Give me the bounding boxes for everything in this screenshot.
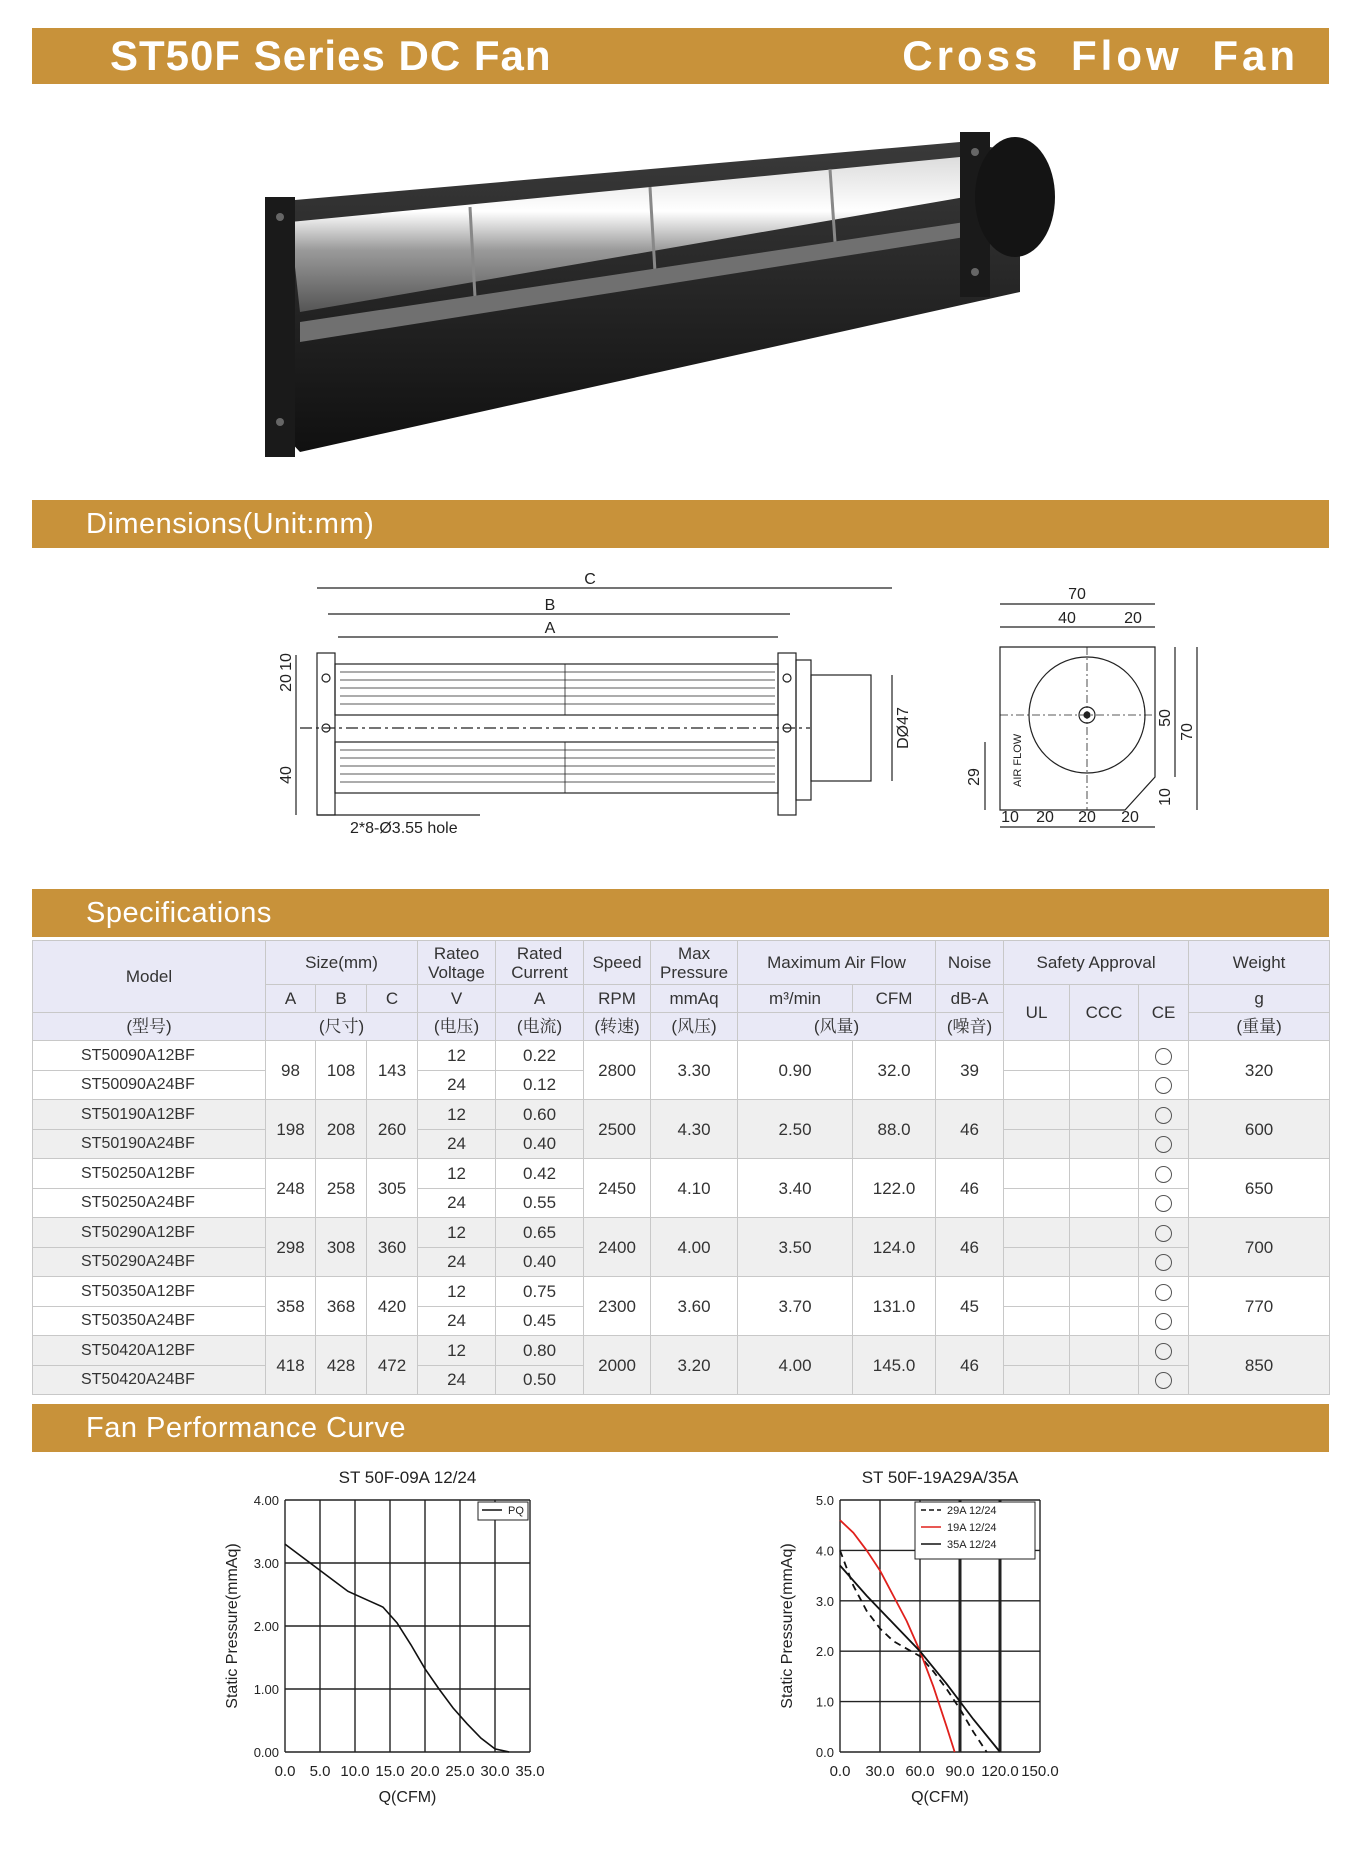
x-tick-label: 120.0	[981, 1763, 1019, 1780]
ccc-cell	[1070, 1277, 1139, 1307]
current-cell: 0.65	[496, 1218, 584, 1248]
size-a-cell: 358	[266, 1277, 316, 1336]
noise-cell: 46	[936, 1336, 1004, 1395]
spec-table	[32, 940, 1330, 1395]
voltage-cell: 24	[418, 1070, 496, 1100]
airflow-cfm-cell: 124.0	[853, 1218, 936, 1277]
voltage-cell: 12	[418, 1218, 496, 1248]
y-tick-label: 2.00	[253, 1619, 279, 1634]
size-b-cell: 208	[316, 1100, 367, 1159]
voltage-cell: 24	[418, 1365, 496, 1395]
right-end-plate	[778, 653, 796, 815]
ce-cell	[1139, 1100, 1189, 1130]
size-c-cell: 143	[367, 1041, 418, 1100]
fan-product-photo	[260, 122, 1070, 462]
voltage-cell: 24	[418, 1129, 496, 1159]
ce-circle-icon	[1155, 1284, 1172, 1301]
x-tick-label: 20.0	[410, 1763, 440, 1780]
hole-note: 2*8-Ø3.55 hole	[350, 820, 458, 837]
legend-label: 19A 12/24	[947, 1522, 997, 1534]
cn-speed: (转速)	[584, 1013, 651, 1041]
current-cell: 0.12	[496, 1070, 584, 1100]
height-50-label: 50	[1157, 709, 1174, 727]
ul-cell	[1004, 1188, 1070, 1218]
end-view-drawing	[965, 582, 1215, 840]
pressure-cell: 3.60	[651, 1277, 738, 1336]
series-title: ST50F Series DC Fan	[110, 32, 552, 79]
ce-cell	[1139, 1336, 1189, 1366]
current-cell: 0.60	[496, 1100, 584, 1130]
ce-circle-icon	[1155, 1254, 1172, 1271]
x-tick-label: 90.0	[945, 1763, 975, 1780]
x-axis-label: Q(CFM)	[911, 1789, 969, 1806]
ce-cell	[1139, 1306, 1189, 1336]
airflow-cfm-cell: 122.0	[853, 1159, 936, 1218]
x-tick-label: 150.0	[1021, 1763, 1059, 1780]
airflow-cfm-cell: 131.0	[853, 1277, 936, 1336]
unit-b: B	[316, 985, 367, 1013]
performance-title: Fan Performance Curve	[86, 1412, 406, 1444]
specifications-title: Specifications	[86, 897, 272, 929]
ccc-cell	[1070, 1100, 1139, 1130]
voltage-cell: 12	[418, 1277, 496, 1307]
y-tick-label: 5.0	[815, 1493, 834, 1508]
ccc-cell	[1070, 1041, 1139, 1071]
size-a-cell: 198	[266, 1100, 316, 1159]
ul-cell	[1004, 1277, 1070, 1307]
bottom-20-label-2: 20	[1078, 809, 1096, 826]
airflow-m3-cell: 4.00	[738, 1336, 853, 1395]
unit-ce: CE	[1139, 985, 1189, 1041]
ul-cell	[1004, 1218, 1070, 1248]
legend-label: 35A 12/24	[947, 1539, 997, 1551]
ce-cell	[1139, 1218, 1189, 1248]
x-tick-label: 15.0	[375, 1763, 405, 1780]
table-row	[33, 1336, 1330, 1366]
unit-g: g	[1189, 985, 1330, 1013]
col-model: Model	[33, 941, 266, 1013]
size-c-cell: 420	[367, 1277, 418, 1336]
ccc-cell	[1070, 1159, 1139, 1189]
motor-bracket	[796, 660, 811, 800]
bottom-10-label: 10	[1001, 809, 1019, 826]
cn-pressure: (风压)	[651, 1013, 738, 1041]
cn-noise: (噪音)	[936, 1013, 1004, 1041]
model-cell: ST50250A24BF	[33, 1188, 266, 1218]
voltage-cell: 24	[418, 1306, 496, 1336]
ul-cell	[1004, 1100, 1070, 1130]
noise-cell: 39	[936, 1041, 1004, 1100]
noise-cell: 45	[936, 1277, 1004, 1336]
pressure-cell: 3.20	[651, 1336, 738, 1395]
ce-circle-icon	[1155, 1048, 1172, 1065]
size-c-cell: 360	[367, 1218, 418, 1277]
ccc-cell	[1070, 1218, 1139, 1248]
spec-table-body	[33, 1041, 1330, 1395]
ul-cell	[1004, 1336, 1070, 1366]
width-70-label: 70	[1068, 586, 1086, 603]
label-b: B	[544, 597, 556, 614]
speed-cell: 2400	[584, 1218, 651, 1277]
ul-cell	[1004, 1070, 1070, 1100]
unit-v: V	[418, 985, 496, 1013]
speed-cell: 2500	[584, 1100, 651, 1159]
x-tick-label: 35.0	[515, 1763, 545, 1780]
ul-cell	[1004, 1159, 1070, 1189]
ce-cell	[1139, 1365, 1189, 1395]
current-cell: 0.50	[496, 1365, 584, 1395]
airflow-m3-cell: 2.50	[738, 1100, 853, 1159]
model-cell: ST50190A12BF	[33, 1100, 266, 1130]
current-cell: 0.75	[496, 1277, 584, 1307]
ul-cell	[1004, 1365, 1070, 1395]
voltage-cell: 12	[418, 1041, 496, 1071]
cn-voltage: (电压)	[418, 1013, 496, 1041]
size-b-cell: 258	[316, 1159, 367, 1218]
ccc-cell	[1070, 1365, 1139, 1395]
ce-cell	[1139, 1247, 1189, 1277]
size-a-cell: 298	[266, 1218, 316, 1277]
y-tick-label: 3.0	[815, 1593, 834, 1609]
pressure-cell: 4.00	[651, 1218, 738, 1277]
size-a-cell: 98	[266, 1041, 316, 1100]
weight-cell: 650	[1189, 1159, 1330, 1218]
table-row	[33, 1041, 1330, 1071]
side-view-drawing	[280, 565, 940, 840]
x-tick-label: 30.0	[865, 1763, 895, 1780]
cn-airflow: (风量)	[738, 1013, 936, 1041]
y-tick-label: 4.00	[253, 1493, 279, 1508]
airflow-m3-cell: 3.40	[738, 1159, 853, 1218]
col-speed: Speed	[584, 941, 651, 985]
height-70-label: 70	[1179, 723, 1196, 741]
model-cell: ST50090A12BF	[33, 1041, 266, 1071]
model-cell: ST50350A12BF	[33, 1277, 266, 1307]
col-safety: Safety Approval	[1004, 941, 1189, 985]
x-tick-label: 5.0	[309, 1763, 331, 1780]
model-cell: ST50250A12BF	[33, 1159, 266, 1189]
size-c-cell: 260	[367, 1100, 418, 1159]
series-line	[285, 1544, 509, 1752]
mount-hole	[322, 674, 330, 682]
legend-label: PQ	[508, 1505, 524, 1517]
current-cell: 0.55	[496, 1188, 584, 1218]
unit-c: C	[367, 985, 418, 1013]
y-tick-label: 0.00	[253, 1745, 279, 1760]
motor-body	[811, 675, 871, 781]
size-c-cell: 305	[367, 1159, 418, 1218]
col-pressure: Max Pressure	[651, 941, 738, 985]
specifications-header	[32, 889, 1329, 937]
mount-hole	[971, 268, 979, 276]
unit-db: dB-A	[936, 985, 1004, 1013]
pressure-cell: 3.30	[651, 1041, 738, 1100]
ul-cell	[1004, 1247, 1070, 1277]
size-b-cell: 428	[316, 1336, 367, 1395]
unit-a: A	[266, 985, 316, 1013]
x-tick-label: 60.0	[905, 1763, 935, 1780]
col-size: Size(mm)	[266, 941, 418, 985]
current-cell: 0.42	[496, 1159, 584, 1189]
col-weight: Weight	[1189, 941, 1330, 985]
height-29-label: 29	[966, 768, 983, 786]
table-row	[33, 1159, 1330, 1189]
chart-title: ST 50F-09A 12/24	[338, 1468, 477, 1487]
ce-circle-icon	[1155, 1313, 1172, 1330]
pressure-cell: 4.10	[651, 1159, 738, 1218]
diameter-label: DØ47	[895, 707, 912, 749]
weight-cell: 320	[1189, 1041, 1330, 1100]
dim-10-label: 10	[278, 653, 295, 671]
model-cell: ST50420A24BF	[33, 1365, 266, 1395]
noise-cell: 46	[936, 1218, 1004, 1277]
legend-label: 29A 12/24	[947, 1505, 997, 1517]
chart-title: ST 50F-19A29A/35A	[861, 1468, 1019, 1487]
dimensions-header	[32, 500, 1329, 548]
table-row	[33, 1218, 1330, 1248]
current-cell: 0.80	[496, 1336, 584, 1366]
x-tick-label: 25.0	[445, 1763, 475, 1780]
y-axis-label: Static Pressure(mmAq)	[779, 1543, 796, 1709]
ccc-cell	[1070, 1336, 1139, 1366]
ccc-cell	[1070, 1306, 1139, 1336]
x-tick-label: 30.0	[480, 1763, 510, 1780]
voltage-cell: 12	[418, 1336, 496, 1366]
x-tick-label: 0.0	[829, 1763, 851, 1780]
table-row	[33, 1277, 1330, 1307]
airflow-m3-cell: 3.70	[738, 1277, 853, 1336]
x-tick-label: 0.0	[274, 1763, 296, 1780]
mount-hole	[276, 213, 284, 221]
current-cell: 0.45	[496, 1306, 584, 1336]
current-cell: 0.40	[496, 1129, 584, 1159]
weight-cell: 600	[1189, 1100, 1330, 1159]
unit-ul: UL	[1004, 985, 1070, 1041]
ce-circle-icon	[1155, 1225, 1172, 1242]
model-cell: ST50190A24BF	[33, 1129, 266, 1159]
col-current: Rated Current	[496, 941, 584, 985]
y-tick-label: 2.0	[815, 1644, 834, 1660]
ul-cell	[1004, 1041, 1070, 1071]
y-tick-label: 1.00	[253, 1682, 279, 1697]
col-noise: Noise	[936, 941, 1004, 985]
unit-mmaq: mmAq	[651, 985, 738, 1013]
width-20-label: 20	[1124, 610, 1142, 627]
size-b-cell: 108	[316, 1041, 367, 1100]
fan-motor	[975, 137, 1055, 257]
unit-m3: m³/min	[738, 985, 853, 1013]
size-a-cell: 418	[266, 1336, 316, 1395]
ce-circle-icon	[1155, 1343, 1172, 1360]
unit-ccc: CCC	[1070, 985, 1139, 1041]
ce-circle-icon	[1155, 1077, 1172, 1094]
cn-current: (电流)	[496, 1013, 584, 1041]
width-40-label: 40	[1058, 610, 1076, 627]
ccc-cell	[1070, 1247, 1139, 1277]
model-cell: ST50420A12BF	[33, 1336, 266, 1366]
noise-cell: 46	[936, 1159, 1004, 1218]
airflow-label: AIR FLOW	[1012, 733, 1024, 787]
cn-size: (尺寸)	[266, 1013, 418, 1041]
table-row	[33, 1100, 1330, 1130]
dim-40-label: 40	[278, 766, 295, 784]
performance-chart-19a-29a-35a	[770, 1455, 1150, 1806]
model-cell: ST50290A12BF	[33, 1218, 266, 1248]
ul-cell	[1004, 1306, 1070, 1336]
label-c: C	[584, 571, 596, 588]
ce-circle-icon	[1155, 1136, 1172, 1153]
ce-circle-icon	[1155, 1195, 1172, 1212]
ccc-cell	[1070, 1129, 1139, 1159]
left-end-plate	[317, 653, 335, 815]
size-b-cell: 308	[316, 1218, 367, 1277]
ce-cell	[1139, 1129, 1189, 1159]
ce-cell	[1139, 1159, 1189, 1189]
airflow-cfm-cell: 145.0	[853, 1336, 936, 1395]
product-type-title: Cross Flow Fan	[902, 32, 1299, 79]
unit-amp: A	[496, 985, 584, 1013]
bottom-20-label-3: 20	[1121, 809, 1139, 826]
col-airflow: Maximum Air Flow	[738, 941, 936, 985]
cn-model: (型号)	[33, 1013, 266, 1041]
weight-cell: 850	[1189, 1336, 1330, 1395]
unit-cfm: CFM	[853, 985, 936, 1013]
x-tick-label: 10.0	[340, 1763, 370, 1780]
noise-cell: 46	[936, 1100, 1004, 1159]
ce-circle-icon	[1155, 1107, 1172, 1124]
airflow-m3-cell: 0.90	[738, 1041, 853, 1100]
y-axis-label: Static Pressure(mmAq)	[224, 1543, 241, 1709]
airflow-cfm-cell: 88.0	[853, 1100, 936, 1159]
unit-rpm: RPM	[584, 985, 651, 1013]
height-10-label: 10	[1157, 788, 1174, 806]
y-tick-label: 0.0	[815, 1745, 834, 1760]
airflow-m3-cell: 3.50	[738, 1218, 853, 1277]
title-banner	[32, 28, 1329, 84]
ce-cell	[1139, 1070, 1189, 1100]
bottom-20-label-1: 20	[1036, 809, 1054, 826]
model-cell: ST50290A24BF	[33, 1247, 266, 1277]
ce-circle-icon	[1155, 1372, 1172, 1389]
size-a-cell: 248	[266, 1159, 316, 1218]
model-cell: ST50350A24BF	[33, 1306, 266, 1336]
label-a: A	[544, 620, 556, 637]
cn-weight: (重量)	[1189, 1013, 1330, 1041]
voltage-cell: 24	[418, 1188, 496, 1218]
voltage-cell: 24	[418, 1247, 496, 1277]
ce-cell	[1139, 1277, 1189, 1307]
weight-cell: 700	[1189, 1218, 1330, 1277]
speed-cell: 2450	[584, 1159, 651, 1218]
dimensions-title: Dimensions(Unit:mm)	[86, 508, 375, 540]
weight-cell: 770	[1189, 1277, 1330, 1336]
x-axis-label: Q(CFM)	[378, 1789, 437, 1806]
performance-header	[32, 1404, 1329, 1452]
performance-chart-09a	[200, 1455, 620, 1806]
airflow-cfm-cell: 32.0	[853, 1041, 936, 1100]
pressure-cell: 4.30	[651, 1100, 738, 1159]
speed-cell: 2000	[584, 1336, 651, 1395]
mount-hole	[971, 148, 979, 156]
ce-cell	[1139, 1188, 1189, 1218]
ccc-cell	[1070, 1070, 1139, 1100]
mount-hole	[783, 674, 791, 682]
ce-circle-icon	[1155, 1166, 1172, 1183]
current-cell: 0.40	[496, 1247, 584, 1277]
speed-cell: 2800	[584, 1041, 651, 1100]
ccc-cell	[1070, 1188, 1139, 1218]
col-voltage: Rateo Voltage	[418, 941, 496, 985]
voltage-cell: 12	[418, 1100, 496, 1130]
y-tick-label: 1.0	[815, 1694, 834, 1710]
size-c-cell: 472	[367, 1336, 418, 1395]
size-b-cell: 368	[316, 1277, 367, 1336]
ul-cell	[1004, 1129, 1070, 1159]
voltage-cell: 12	[418, 1159, 496, 1189]
ce-cell	[1139, 1041, 1189, 1071]
y-tick-label: 4.0	[815, 1543, 834, 1559]
y-tick-label: 3.00	[253, 1556, 279, 1571]
dim-20-label: 20	[278, 674, 295, 692]
mount-hole	[276, 418, 284, 426]
model-cell: ST50090A24BF	[33, 1070, 266, 1100]
current-cell: 0.22	[496, 1041, 584, 1071]
speed-cell: 2300	[584, 1277, 651, 1336]
